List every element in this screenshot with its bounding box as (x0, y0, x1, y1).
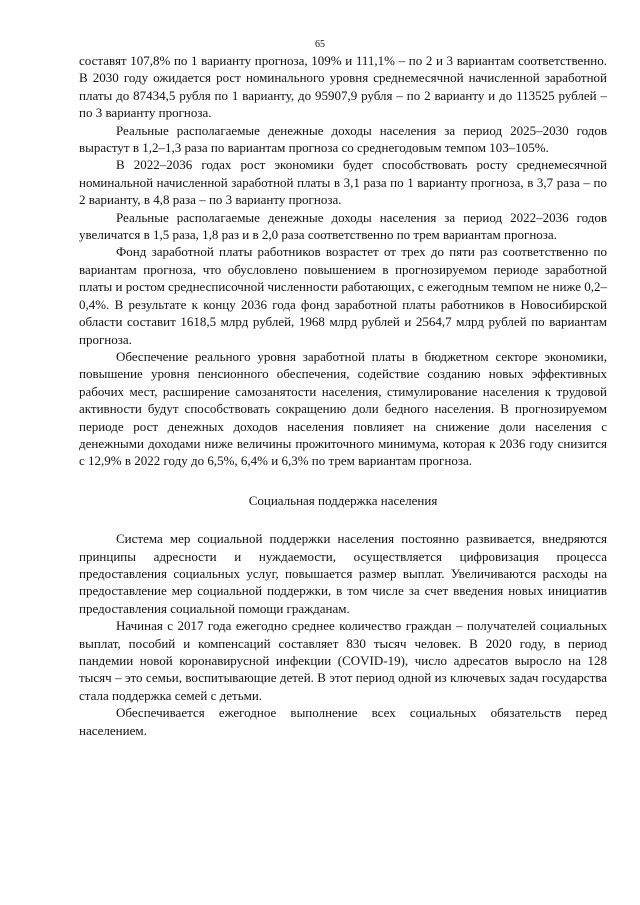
paragraph-wage-fund: Фонд заработной платы работников возрастет от трех до пяти раз соответственно по вариантам прогноза, что обусловлено повышением в прогнозируемом периоде заработной платы и ростом среднесписочной численности работающих, с ежегодным темпом не ниже 0,2–0,4%. В результате к концу 2036 года фонд заработной платы работников в Новосибирской области составит 1618,5 млрд рублей, 1968 млрд рублей и 2564,7 млрд рублей по вариантам прогноза. (79, 244, 607, 347)
paragraph-continuation: составят 107,8% по 1 варианту прогноза, 109% и 111,1% – по 2 и 3 вариантам соответственно. В 2030 году ожидается рост номинального уровня среднемесячной начисленной заработной платы до 87434,5 рубля по 1 варианту, до 95907,9 рубля – по 2 варианту и до 113525 рублей – по 3 варианту прогноза. (79, 53, 607, 121)
paragraph-benefit-recipients: Начиная с 2017 года ежегодно среднее количество граждан – получателей социальных выплат, пособий и компенсаций составляет 830 тысяч человек. В 2020 году, в период пандемии новой коронавирусной инфекции (COVID-19), число адресатов выросло на 128 тысяч – это семьи, воспитывающие детей. В этот период одной из ключевых задач государства стала поддержка семей с детьми. (79, 618, 607, 703)
paragraph-poverty-reduction: Обеспечение реального уровня заработной платы в бюджетном секторе экономики, повышение уровня пенсионного обеспечения, содействие созданию новых эффективных рабочих мест, расширение самозанятости населения, стимулирование населения к трудовой активности будут способствовать сокращению доли бедного населения. В прогнозируемом периоде рост денежных доходов населения повлияет на снижение доли населения с денежными доходами ниже величины прожиточного минимума, которая к 2036 году снизится с 12,9% в 2022 году до 6,5%, 6,4% и 6,3% по трем вариантам прогноза. (79, 348, 607, 469)
section-heading: Социальная поддержка населения (248, 492, 438, 508)
paragraph-social-support-system: Система мер социальной поддержки населения постоянно развивается, внедряются принципы адресности и нуждаемости, осуществляется цифровизация процесса предоставления социальных услуг, повышается размер выплат. Увеличиваются расходы на предоставление мер социальной поддержки, в том числе за счет введения новых инициатив предоставления социальной помощи гражданам. (79, 531, 607, 616)
paragraph-real-income-2022-2036: Реальные располагаемые денежные доходы населения за период 2022–2036 годов увеличатся в 1,5 раза, 1,8 раз и в 2,0 раза соответственно по трем вариантам прогноза. (79, 209, 607, 243)
page-number: 65 (315, 39, 325, 50)
page-content (79, 52, 607, 739)
paragraph-wage-growth-2022-2036: В 2022–2036 годах рост экономики будет способствовать росту среднемесячной номинальной начисленной заработной платы в 3,1 раза по 1 варианту прогноза, в 3,7 раза – по 2 варианту, в 4,8 раза – по 3 варианту прогноза. (79, 157, 607, 208)
paragraph-social-obligations: Обеспечивается ежегодное выполнение всех социальных обязательств перед населением. (79, 705, 607, 738)
paragraph-real-income-2025-2030: Реальные располагаемые денежные доходы населения за период 2025–2030 годов вырастут в 1,2–1,3 раза по вариантам прогноза со среднегодовым темпом 103–105%. (79, 122, 607, 156)
